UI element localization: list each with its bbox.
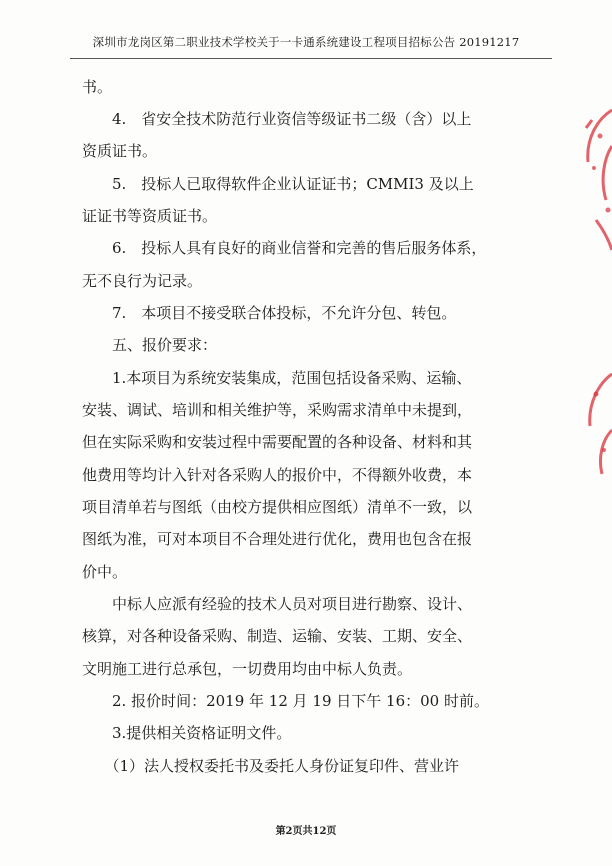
body-line: 五、报价要求： [82, 336, 218, 354]
body-line: （1）法人授权委托书及委托人身份证复印件、营业许 [82, 757, 460, 775]
body-line: 中标人应派有经验的技术人员对项目进行勘察、设计、 [82, 595, 473, 613]
body-line: 无不良行为记录。 [82, 272, 203, 290]
body-line: 文明施工进行总承包，一切费用均由中标人负责。 [82, 660, 413, 678]
body-line: 4. 省安全技术防范行业资信等级证书二级（含）以上 [82, 110, 472, 128]
body-line: 安装、调试、培训和相关维护等，采购需求清单中未提到， [82, 401, 473, 419]
body-line: 核算，对各种设备采购、制造、运输、安装、工期、安全、 [82, 627, 473, 645]
body-line: 3.提供相关资格证明文件。 [82, 724, 292, 742]
body-line: 2. 报价时间：2019 年 12 月 19 日下午 16：00 时前。 [82, 692, 489, 710]
body-line: 他费用等均计入针对各采购人的报价中，不得额外收费，本 [82, 466, 473, 484]
page-footer: 第2页共12页 [275, 826, 337, 837]
document-header: 深圳市龙岗区第二职业技术学校关于一卡通系统建设工程项目招标公告 20191217 [92, 35, 520, 49]
body-line: 图纸为准，可对本项目不合理处进行优化，费用也包含在报 [82, 530, 473, 548]
header-divider [70, 58, 552, 59]
body-line: 书。 [82, 78, 113, 96]
body-line: 但在实际采购和安装过程中需要配置的各种设备、材料和其 [82, 433, 473, 451]
body-line: 6. 投标人具有良好的商业信誉和完善的售后服务体系， [82, 239, 487, 257]
body-line: 项目清单若与图纸（由校方提供相应图纸）清单不一致，以 [82, 498, 473, 516]
body-line: 5. 投标人已取得软件企业认证证书；CMMI3 及以上 [82, 175, 474, 193]
body-line: 7. 本项目不接受联合体投标，不允许分包、转包。 [82, 304, 457, 322]
body-line: 证证书等资质证书。 [82, 207, 218, 225]
body-line: 价中。 [82, 563, 128, 581]
body-line: 资质证书。 [82, 142, 158, 160]
body-line: 1.本项目为系统安装集成，范围包括设备采购、运输、 [82, 369, 472, 387]
